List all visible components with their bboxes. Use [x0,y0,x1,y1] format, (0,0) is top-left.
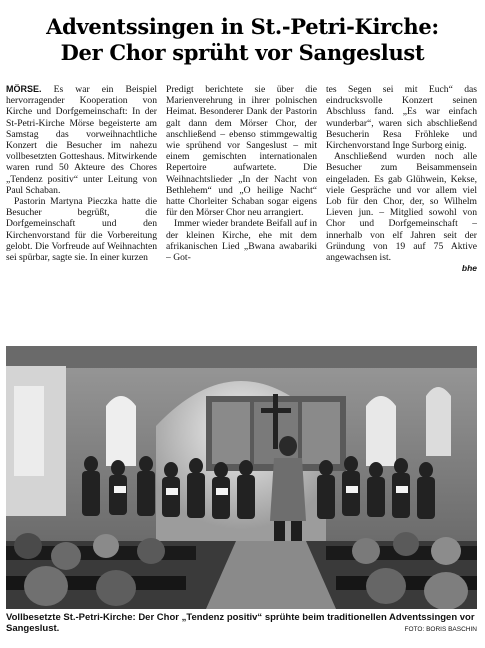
article-paragraph: Immer wieder brandete Beifall auf in der kleinen Kirche, ehe mit dem afrikanischen Lied „Bwana awabariki – Got- [166,218,317,264]
headline-line-1: Adventssingen in St.-Petri-Kirche: [46,14,439,39]
article-paragraph: Pastorin Martyna Pieczka hatte die Besucher begrüßt, die Dorfgemeinschaft und den Kirchenvorstand für die Vorbereitung gelobt. Die Vorfreude auf Weihnachten sei spürbar, sagte sie. In einer kurzen [6,196,157,264]
author-initials: bhe [461,263,477,274]
article-column-3 [326,84,477,338]
article-paragraph: tes Segen sei mit Euch“ das eindrucksvolle Konzert seinen Abschluss fand. „Es war einfach wunderbar“, waren sich abschließend Besucherin Resa Fröhleke und Kirchenvorstand Inge Surborg einig. [326,84,477,152]
photo-credit: FOTO: BORIS BASCHIN [404,626,477,633]
author-initials-wrap [326,263,477,274]
headline-line-2: Der Chor sprüht vor Sangeslust [60,40,425,65]
dateline: MÖRSE. [6,84,42,94]
photo-illustration [6,346,477,609]
article-body [6,84,477,338]
article-paragraph: Predigt berichtete sie über die Marienverehrung in ihrer polnischen Heimat. Besonderer Dank der Pastorin galt dann dem Mörser Chor, der anschließend – ebenso stimmgewaltig wie sprühend vor Sangeslust – mit einem gemischten internationalen Repertoire aufwartete. Die Weihnachtslieder „In der Nacht von Bethlehem“ und „O heilige Nacht“ hatte Chorleiter Schaban sogar eigens für den Mörser Chor neu arrangiert. [166,84,317,219]
photo-caption: Vollbesetzte St.-Petri-Kirche: Der Chor „Tendenz positiv“ sprühte beim traditionellen Adventssingen vor Sangeslust. [6,612,475,634]
headline [8,14,477,66]
article-column-1 [6,84,157,338]
church-choir-photo [6,346,477,609]
article-paragraph [6,84,157,196]
article-column-2 [166,84,317,338]
article-paragraph: Anschließend wurden noch alle Besucher zum Beisammensein eingeladen. Es gab Glühwein, Kekse, viele Gespräche und vor allem viel Lob für den Chor, der, so Wilhelm Lieven jun. – Mitglied sowohl von Chor und Dorfgemeinschaft – innerhalb von elf Jahren seit der Gründung von 19 auf 75 Aktive angewachsen ist. [326,151,477,264]
paragraph-text: Es war ein Beispiel hervorragender Kooperation von Kirche und Dorfgemeinschaft: In der St-Petri-Kirche Mörse begeisterte am Samstag das vorweihnachtliche Konzert die Besucher im nahezu vollbesetzten Gotteshaus. Mitwirkende waren rund 50 Akteure des Chores „Tendenz positiv“ unter Leitung von Paul Schaban. [6,84,157,196]
